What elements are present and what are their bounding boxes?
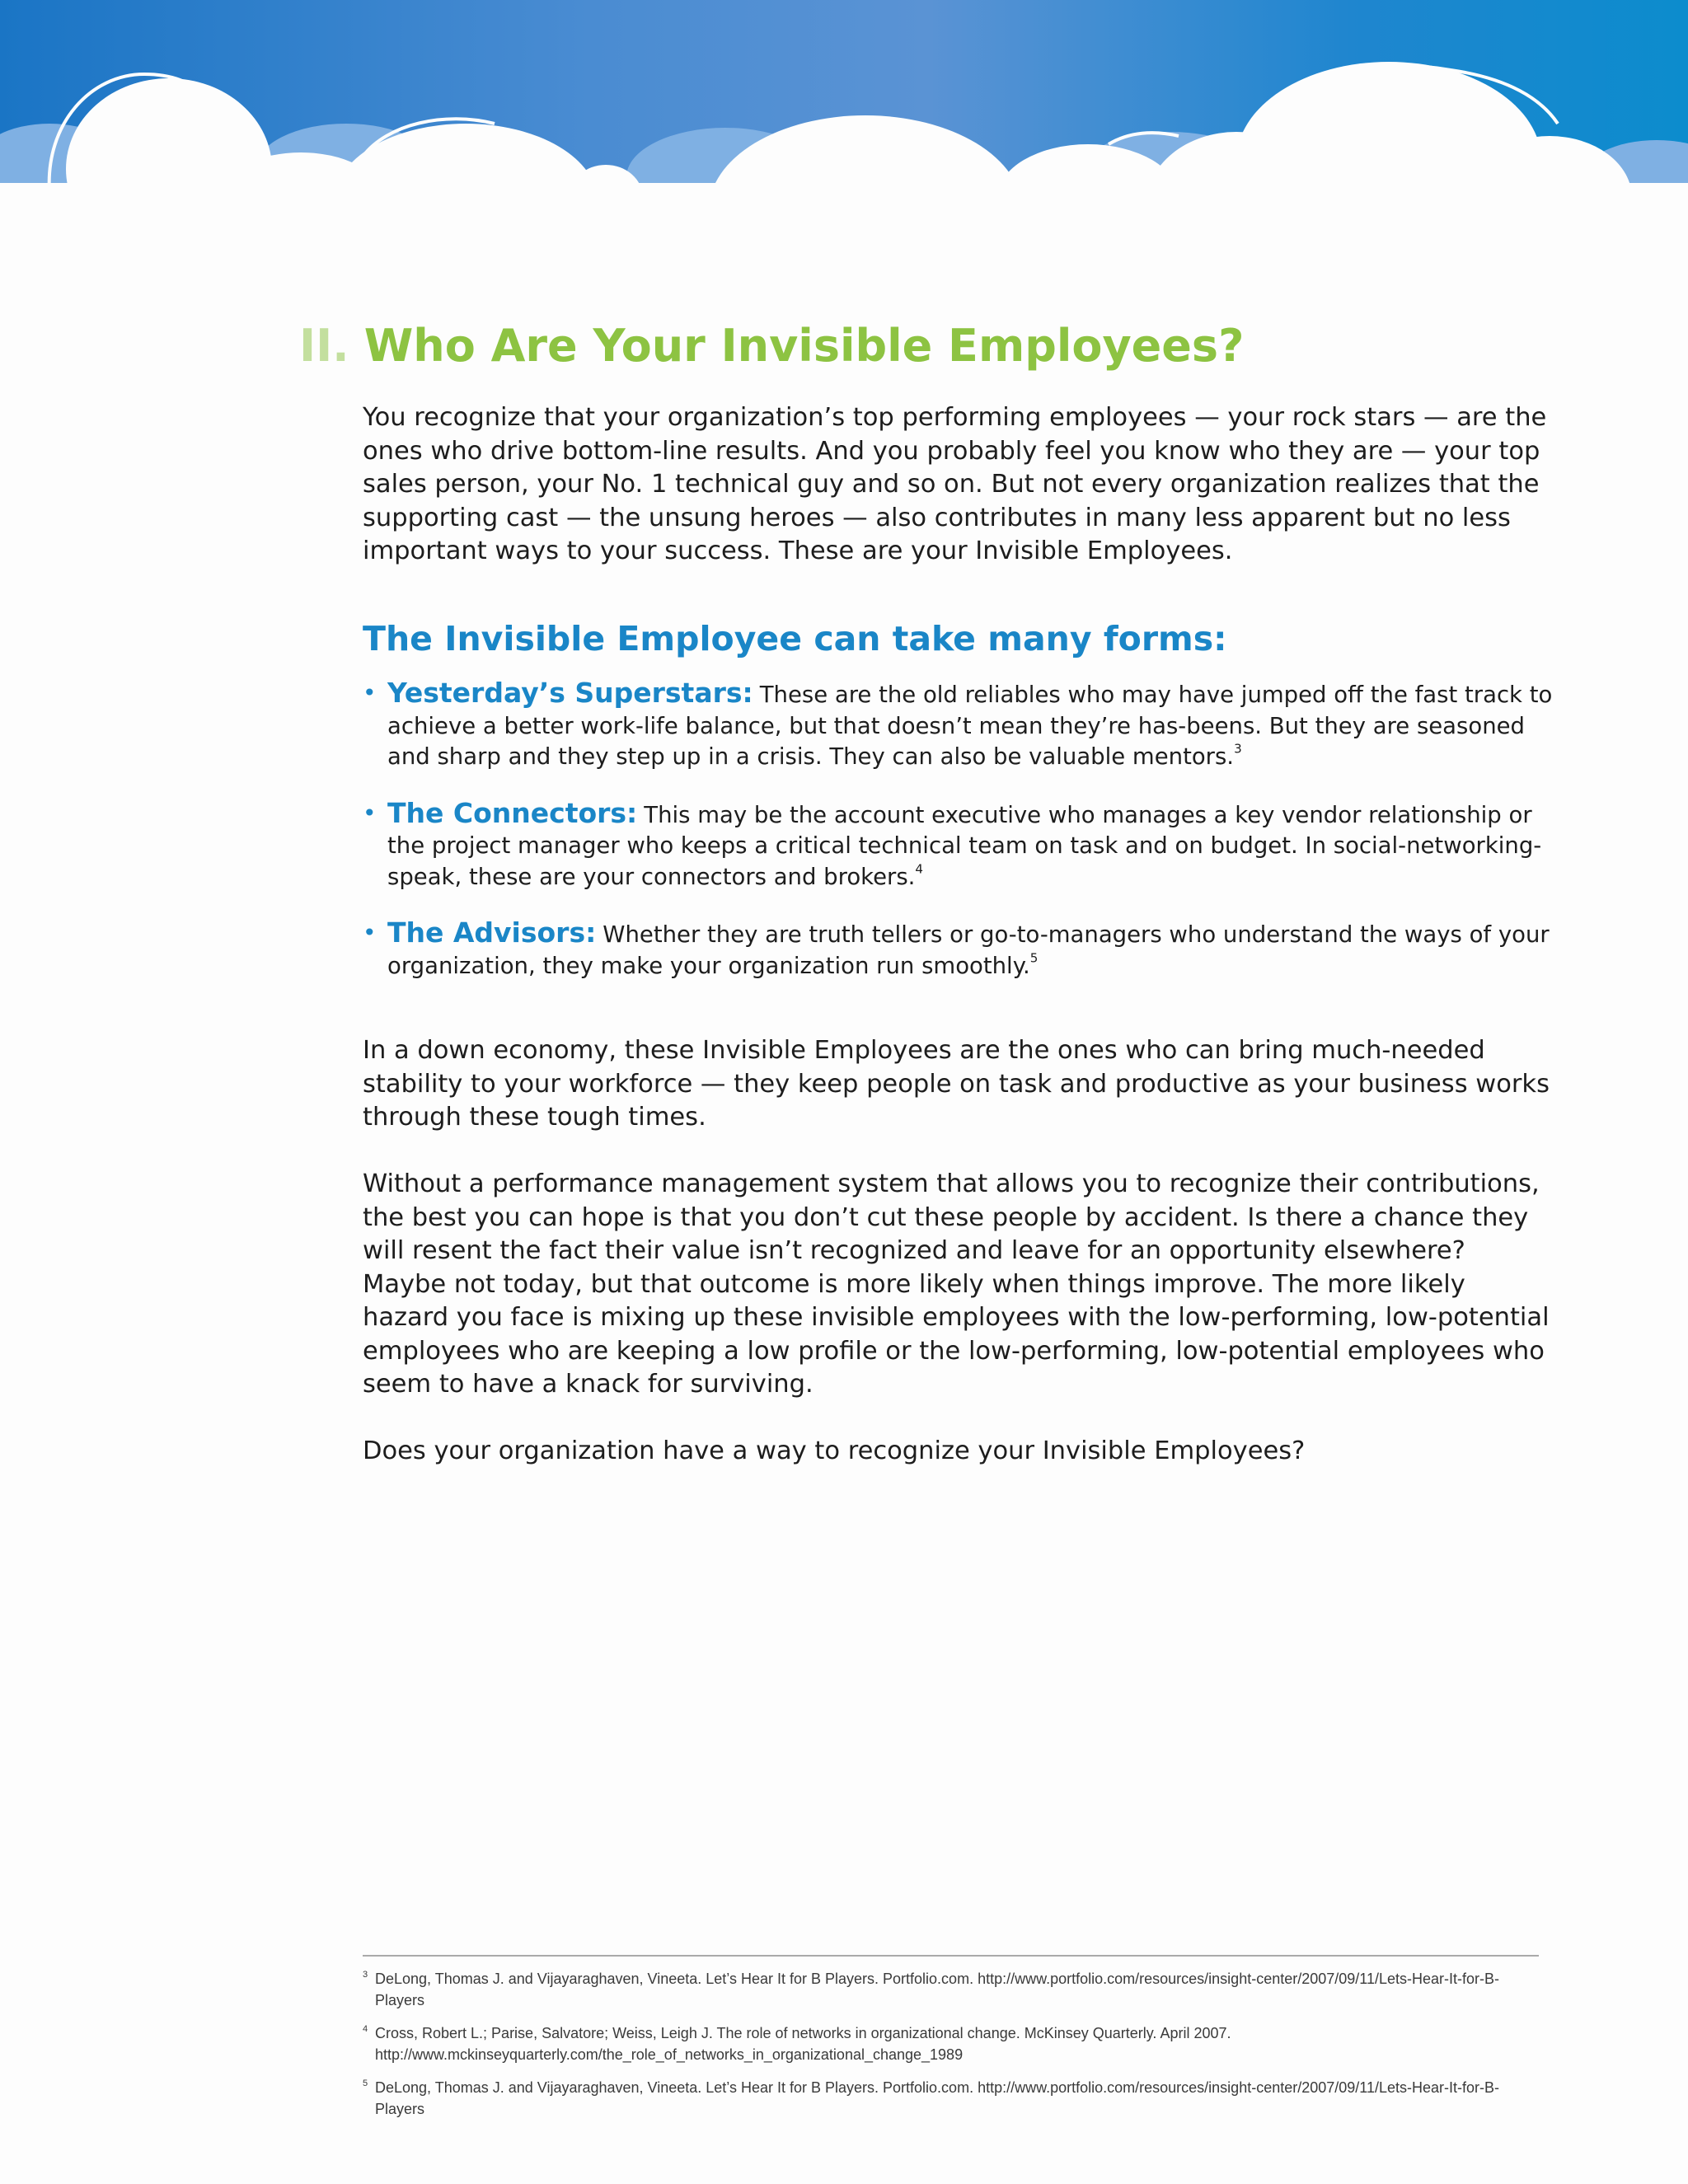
footnote-text: DeLong, Thomas J. and Vijayaraghaven, Vineeta. Let’s Hear It for B Players. Portfolio.com. http://www.portfolio.com/resources/insight-center/2007/09/11/Lets-Hear-It-for-B-Players [375,1971,1500,2008]
footnote [363,2077,1539,2120]
list-item-text: This may be the account executive who manages a key vendor relationship or the project manager who keeps a critical technical team on task and on budget. In social-networking-speak, these are your connectors and brokers. [387,801,1542,890]
list-item-term: The Advisors: [387,916,597,949]
intro-block [363,401,1550,569]
economy-paragraph: In a down economy, these Invisible Employees are the ones who can bring much-needed stability to your workforce — they keep people on task and productive as your business works through these tough times. [363,1036,1550,1132]
list-item-text: Whether they are truth tellers or go-to-managers who understand the ways of your organization, they make your organization run smoothly. [387,921,1550,979]
performance-paragraph: Without a performance management system that allows you to recognize their contributions, the best you can hope is that you don’t cut these people by accident. Is there a chance they will resent the fact their value isn’t recognized and leave for an opportunity elsewhere? Maybe not today, but that outcome is more likely when things improve. The more likely hazard you face is mixing up these invisible employees with the low-performing, low-potential employees who are keeping a low profile or the low-performing, low-potential employees who seem to have a knack for surviving. [363,1169,1550,1399]
footnote-number: 4 [363,2024,368,2034]
intro-paragraph: You recognize that your organization’s top performing employees — your rock stars — are the ones who drive bottom-line results. And you probably feel you know who they are — your top sales person, your No. 1 technical guy and so on. But not every organization realizes that the supporting cast — the unsung heroes — also contributes in many less apparent but no less important ways to your success. These are your Invisible Employees. [363,403,1547,565]
sky-clouds-banner [0,0,1688,191]
footnote-text: DeLong, Thomas J. and Vijayaraghaven, Vineeta. Let’s Hear It for B Players. Portfolio.com. http://www.portfolio.com/resources/insight-center/2007/09/11/Lets-Hear-It-for-B-Players [375,2079,1500,2117]
bullet-icon: • [363,679,377,706]
list-item [363,917,1554,982]
footnote-ref: 4 [915,860,924,876]
bullet-icon: • [363,919,377,946]
footnote-number: 3 [363,1970,368,1980]
list-item-text: These are the old reliables who may have jumped off the fast track to achieve a better work-life balance, but that doesn’t mean they’re has-beens. But they are seasoned and sharp and they step up in a crisis. They can also be valuable mentors. [387,682,1553,770]
footnote-ref: 3 [1234,741,1242,757]
footnote-number: 5 [363,2079,368,2088]
closing-question: Does your organization have a way to recognize your Invisible Employees? [363,1436,1306,1465]
footnote [363,2022,1539,2065]
footnotes [363,1955,1539,2131]
section-heading [299,313,1244,379]
forms-heading: The Invisible Employee can take many forms: [363,619,1227,658]
closing-block [363,1034,1554,1502]
footnote-ref: 5 [1029,949,1039,965]
forms-list [363,677,1554,1006]
section-title: Who Are Your Invisible Employees? [363,320,1245,372]
list-item [363,677,1554,773]
list-item [363,798,1554,893]
footnote [363,1968,1539,2011]
list-item-term: The Connectors: [387,796,638,829]
list-item-term: Yesterday’s Superstars: [387,677,753,709]
bullet-icon: • [363,799,377,827]
footnote-text: Cross, Robert L.; Parise, Salvatore; Weiss, Leigh J. The role of networks in organizational change. McKinsey Quarterly. April 2007. http://www.mckinseyquarterly.com/the_role_of_networks_in_organizational_change_1989 [375,2025,1231,2063]
section-numeral: II. [299,320,349,372]
